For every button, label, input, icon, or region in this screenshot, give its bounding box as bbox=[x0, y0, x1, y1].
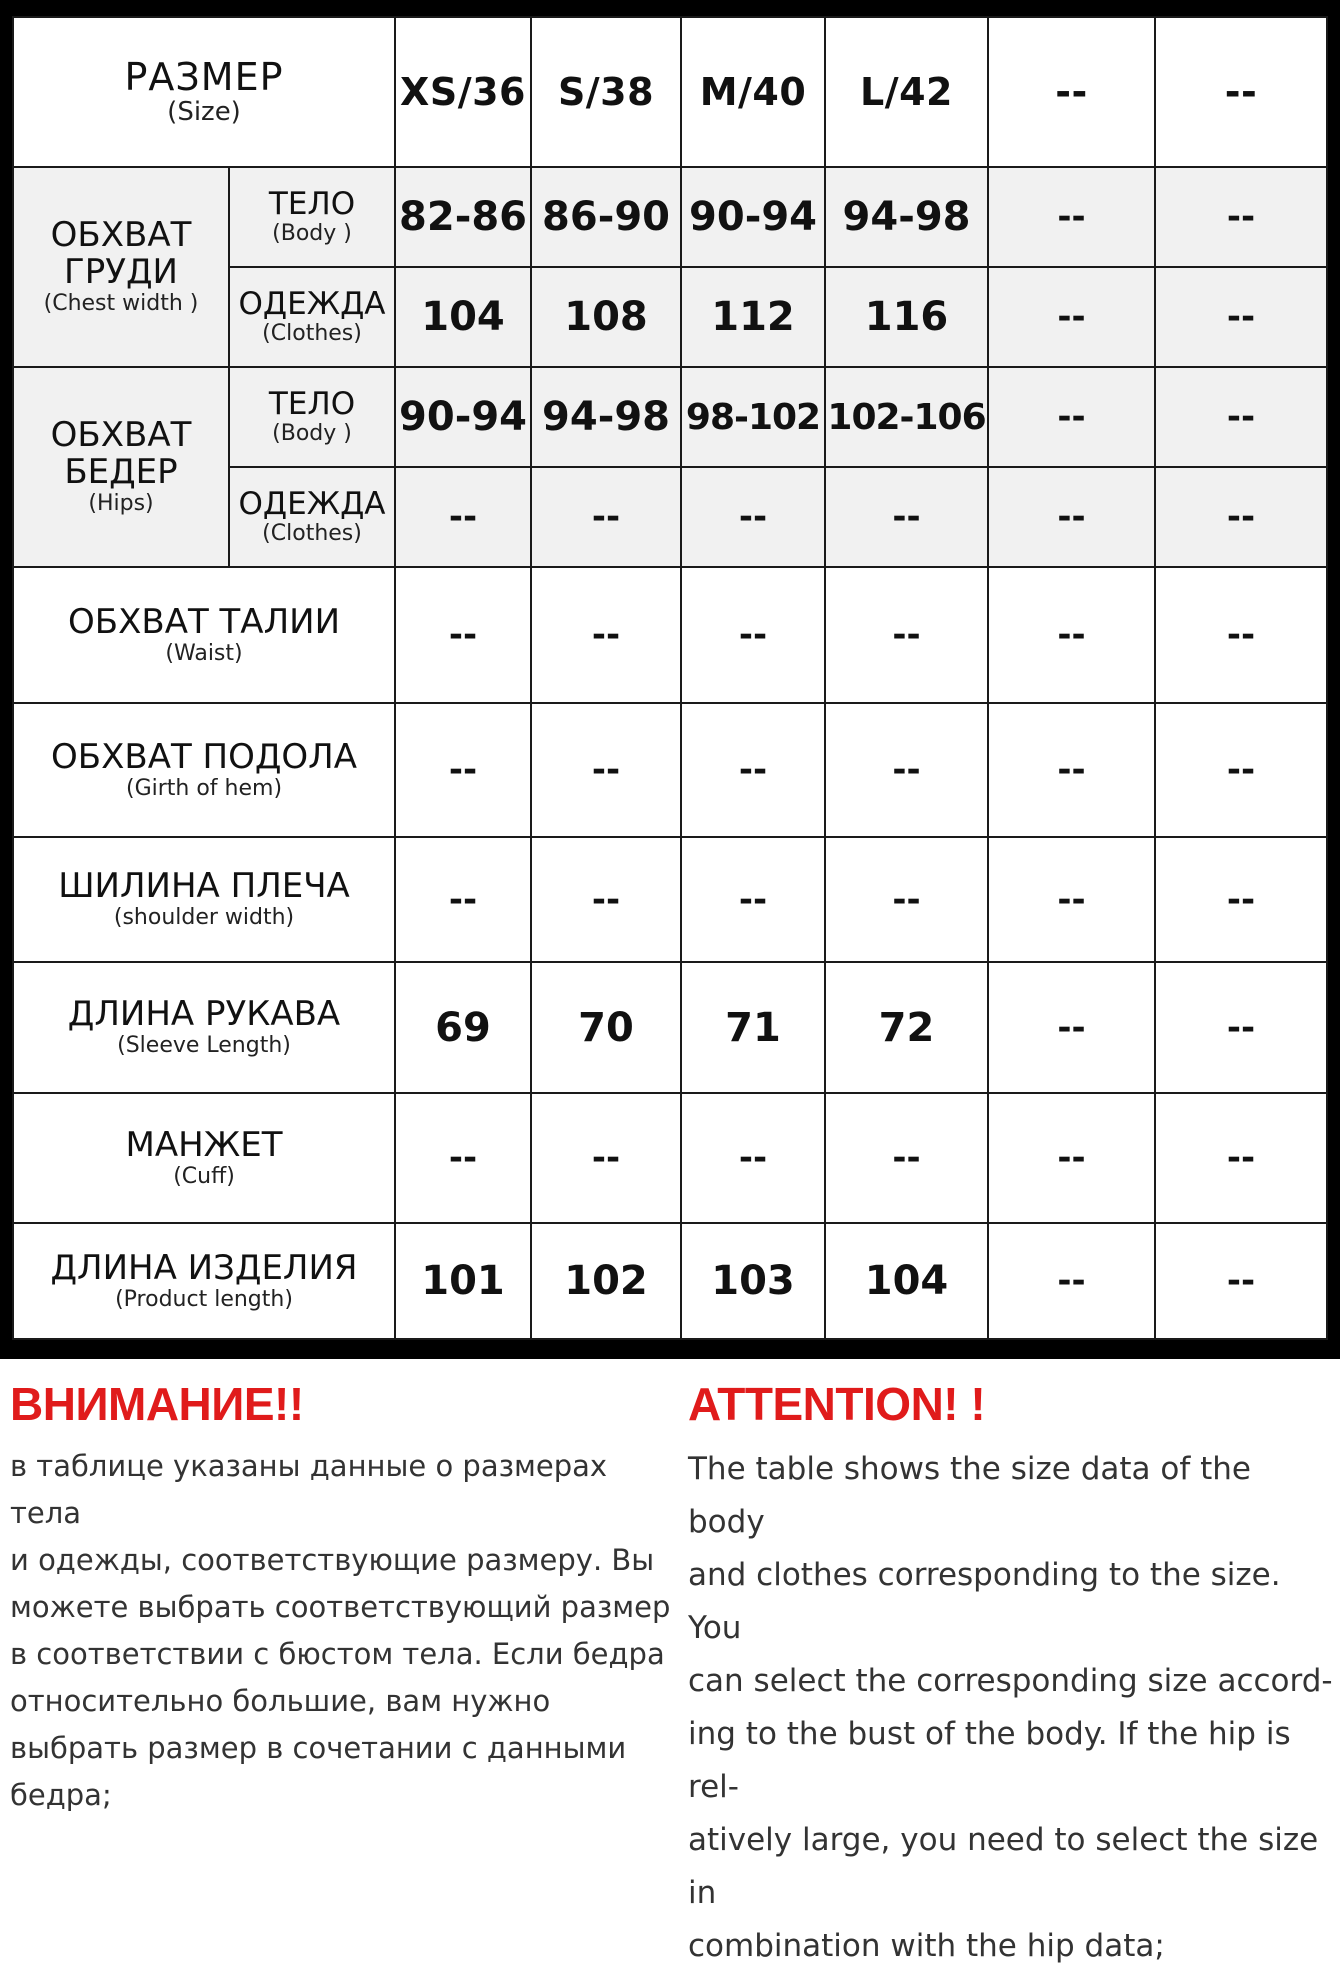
note-line: и одежды, соответствующие размеру. Вы bbox=[10, 1543, 655, 1577]
row-value: -- bbox=[531, 703, 681, 837]
chest-clothes-sublabel: (Clothes) bbox=[262, 320, 362, 346]
chest-body-value: 94-98 bbox=[825, 167, 988, 267]
note-line: The table shows the size data of the body bbox=[688, 1451, 1251, 1540]
row-value: -- bbox=[988, 703, 1155, 837]
row-value: -- bbox=[825, 837, 988, 962]
chest-body-value: 90-94 bbox=[681, 167, 825, 267]
row-sublabel: (Cuff) bbox=[173, 1163, 235, 1189]
row-value: 104 bbox=[825, 1223, 988, 1339]
hips-body-value: -- bbox=[1155, 367, 1327, 467]
note-line: относительно большие, вам нужно bbox=[10, 1684, 551, 1718]
row-sublabel: (shoulder width) bbox=[113, 905, 295, 930]
row-value: -- bbox=[395, 837, 531, 962]
row-label: МАНЖЕТ bbox=[125, 1124, 283, 1165]
size-col-header: XS/36 bbox=[395, 17, 531, 167]
row-value: -- bbox=[531, 567, 681, 703]
hem-label-cell bbox=[13, 703, 395, 837]
row-label: ШИЛИНА ПЛЕЧА bbox=[58, 866, 350, 906]
hips-clothes-value: -- bbox=[681, 467, 825, 567]
row-sublabel: (Waist) bbox=[165, 640, 243, 666]
hips-body-sublabel: (Body ) bbox=[272, 420, 352, 446]
row-value: -- bbox=[1155, 567, 1327, 703]
note-line: atively large, you need to select the size in bbox=[688, 1822, 1319, 1911]
row-value: -- bbox=[1155, 703, 1327, 837]
row-sublabel: (Sleeve Length) bbox=[117, 1033, 291, 1058]
hips-body-value: 90-94 bbox=[395, 367, 531, 467]
row-value: -- bbox=[1155, 837, 1327, 962]
hips-clothes-value: -- bbox=[988, 467, 1155, 567]
waist-label-cell bbox=[13, 567, 395, 703]
row-value: 69 bbox=[395, 962, 531, 1093]
size-header-cell bbox=[13, 17, 395, 167]
row-value: 72 bbox=[825, 962, 988, 1093]
row-value: -- bbox=[681, 837, 825, 962]
hips-clothes-value: -- bbox=[1155, 467, 1327, 567]
hips-clothes-label-cell bbox=[229, 467, 395, 567]
hips-clothes-sublabel: (Clothes) bbox=[262, 520, 362, 546]
row-value: -- bbox=[825, 1093, 988, 1223]
row-value: -- bbox=[1155, 1093, 1327, 1223]
row-value: -- bbox=[395, 1093, 531, 1223]
table-row bbox=[13, 567, 1327, 703]
row-value: -- bbox=[681, 567, 825, 703]
note-en-title: ATTENTION! ! bbox=[688, 1378, 986, 1430]
shoulder-label-cell bbox=[13, 837, 395, 962]
row-sublabel: (Girth of hem) bbox=[125, 775, 283, 801]
row-value: -- bbox=[825, 703, 988, 837]
row-value: 103 bbox=[681, 1223, 825, 1339]
hips-body-label-cell bbox=[229, 367, 395, 467]
note-line: and clothes corresponding to the size. You bbox=[688, 1557, 1281, 1646]
table-row bbox=[13, 1223, 1327, 1339]
table-row bbox=[13, 962, 1327, 1093]
chest-clothes-value: 116 bbox=[825, 267, 988, 367]
cuff-label-cell bbox=[13, 1093, 395, 1223]
note-line: в таблице указаны данные о размерах тела bbox=[10, 1449, 608, 1530]
attention-notes bbox=[0, 1359, 1340, 1964]
size-header-sublabel: (Size) bbox=[167, 97, 241, 127]
row-label: ОБХВАТ ТАЛИИ bbox=[68, 601, 340, 642]
note-line: combination with the hip data; bbox=[688, 1928, 1165, 1964]
note-ru-title: ВНИМАНИЕ!! bbox=[10, 1378, 304, 1430]
hips-body-value: 102-106 bbox=[825, 367, 988, 467]
row-value: -- bbox=[988, 962, 1155, 1093]
hips-clothes-value: -- bbox=[395, 467, 531, 567]
header-row bbox=[13, 17, 1327, 167]
size-col-header: M/40 bbox=[681, 17, 825, 167]
hips-body-row bbox=[13, 367, 1327, 467]
chest-clothes-value: 104 bbox=[395, 267, 531, 367]
chest-sublabel: (Chest width ) bbox=[43, 291, 199, 316]
note-line: ing to the bust of the body. If the hip is rel- bbox=[688, 1716, 1291, 1805]
hips-label: ОБХВАТ БЕДЕР bbox=[50, 415, 192, 492]
chest-body-value: 82-86 bbox=[395, 167, 531, 267]
size-col-header: -- bbox=[1155, 17, 1327, 167]
sleeve-label-cell bbox=[13, 962, 395, 1093]
row-value: -- bbox=[531, 1093, 681, 1223]
hips-body-value: 98-102 bbox=[681, 367, 825, 467]
hips-label-cell bbox=[13, 367, 229, 567]
row-value: -- bbox=[531, 837, 681, 962]
row-value: -- bbox=[988, 567, 1155, 703]
hips-body-label: ТЕЛО bbox=[268, 385, 356, 422]
chest-body-value: 86-90 bbox=[531, 167, 681, 267]
chest-clothes-value: -- bbox=[988, 267, 1155, 367]
chest-body-label: ТЕЛО bbox=[268, 185, 356, 222]
hips-clothes-value: -- bbox=[825, 467, 988, 567]
chest-clothes-label: ОДЕЖДА bbox=[238, 285, 386, 322]
size-col-header: S/38 bbox=[531, 17, 681, 167]
row-value: -- bbox=[1155, 962, 1327, 1093]
row-value: -- bbox=[1155, 1223, 1327, 1339]
chest-body-row bbox=[13, 167, 1327, 267]
chest-clothes-value: 108 bbox=[531, 267, 681, 367]
row-value: 101 bbox=[395, 1223, 531, 1339]
chest-body-label-cell bbox=[229, 167, 395, 267]
row-value: 70 bbox=[531, 962, 681, 1093]
size-chart-table bbox=[12, 16, 1328, 1340]
chest-body-sublabel: (Body ) bbox=[272, 220, 352, 246]
hips-body-value: 94-98 bbox=[531, 367, 681, 467]
row-value: -- bbox=[988, 1093, 1155, 1223]
row-label: ДЛИНА ИЗДЕЛИЯ bbox=[50, 1247, 358, 1288]
row-value: -- bbox=[988, 837, 1155, 962]
chest-body-value: -- bbox=[1155, 167, 1327, 267]
size-col-header: -- bbox=[988, 17, 1155, 167]
row-label: ОБХВАТ ПОДОЛА bbox=[50, 736, 358, 777]
note-line: в соответствии с бюстом тела. Если бедра bbox=[10, 1637, 665, 1671]
note-line: выбрать размер в сочетании с данными bbox=[10, 1731, 627, 1765]
hips-sublabel: (Hips) bbox=[88, 491, 154, 516]
table-row bbox=[13, 1093, 1327, 1223]
row-value: 102 bbox=[531, 1223, 681, 1339]
note-en-body bbox=[688, 1443, 1333, 1973]
row-value: -- bbox=[825, 567, 988, 703]
hips-clothes-label: ОДЕЖДА bbox=[238, 485, 386, 522]
row-value: -- bbox=[681, 703, 825, 837]
size-col-header: L/42 bbox=[825, 17, 988, 167]
length-label-cell bbox=[13, 1223, 395, 1339]
chest-clothes-label-cell bbox=[229, 267, 395, 367]
row-value: -- bbox=[681, 1093, 825, 1223]
size-header-label: РАЗМЕР bbox=[124, 55, 284, 99]
hips-body-value: -- bbox=[988, 367, 1155, 467]
row-value: 71 bbox=[681, 962, 825, 1093]
row-label: ДЛИНА РУКАВА bbox=[67, 994, 341, 1034]
chest-clothes-value: 112 bbox=[681, 267, 825, 367]
chest-label: ОБХВАТ ГРУДИ bbox=[50, 215, 192, 292]
note-line: можете выбрать соответствующий размер bbox=[10, 1590, 671, 1624]
row-value: -- bbox=[395, 703, 531, 837]
row-value: -- bbox=[395, 567, 531, 703]
note-line: can select the corresponding size accord- bbox=[688, 1663, 1333, 1699]
table-row bbox=[13, 703, 1327, 837]
chest-clothes-value: -- bbox=[1155, 267, 1327, 367]
hips-clothes-value: -- bbox=[531, 467, 681, 567]
note-ru-body bbox=[10, 1443, 675, 1819]
chest-label-cell bbox=[13, 167, 229, 367]
table-row bbox=[13, 837, 1327, 962]
chest-body-value: -- bbox=[988, 167, 1155, 267]
note-line: бедра; bbox=[10, 1778, 112, 1812]
row-value: -- bbox=[988, 1223, 1155, 1339]
note-russian bbox=[10, 1359, 675, 1819]
note-english bbox=[688, 1359, 1333, 1973]
row-sublabel: (Product length) bbox=[115, 1286, 293, 1312]
